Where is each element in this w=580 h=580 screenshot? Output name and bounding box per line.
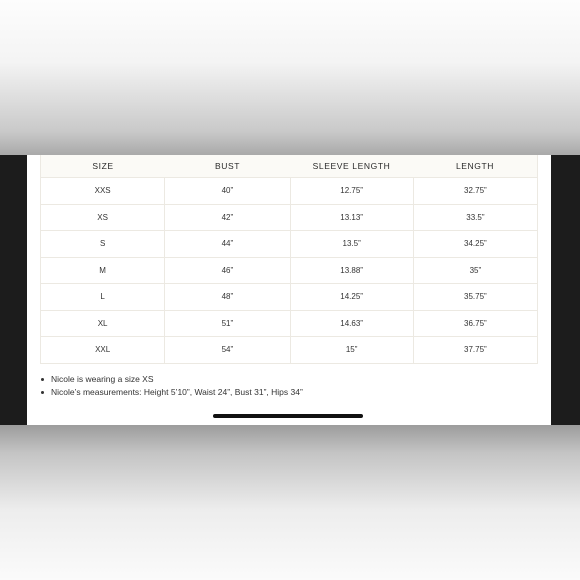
header-bust: BUST xyxy=(214,161,241,171)
cell-sleeve-length: 13.88” xyxy=(290,258,413,284)
cell-bust: 44” xyxy=(164,231,289,257)
cell-length: 35.75” xyxy=(413,284,537,310)
note-item-measurements: Nicole’s measurements: Height 5’10”, Waist 24”, Bust 31”, Hips 34” xyxy=(41,386,303,399)
background-top xyxy=(0,0,580,155)
table-row xyxy=(41,310,537,337)
home-indicator-bar[interactable] xyxy=(213,414,363,418)
cell-bust: 46” xyxy=(164,258,289,284)
header-sleeve-length: SLEEVE LENGTH xyxy=(312,161,391,171)
table-row xyxy=(41,257,537,284)
cell-sleeve-length: 12.75” xyxy=(290,178,413,204)
cell-sleeve-length: 14.25” xyxy=(290,284,413,310)
cell-size: M xyxy=(99,265,106,275)
cell-length: 35” xyxy=(413,258,537,284)
device-bezel-right xyxy=(551,155,580,425)
cell-size: XXL xyxy=(95,345,111,355)
cell-length: 37.75” xyxy=(413,337,537,363)
cell-sleeve-length: 14.63” xyxy=(290,311,413,337)
size-chart-table xyxy=(40,155,538,364)
cell-sleeve-length: 15” xyxy=(290,337,413,363)
note-item-size: Nicole is wearing a size XS xyxy=(41,373,303,386)
cell-size: S xyxy=(99,239,106,249)
table-header xyxy=(41,155,537,177)
cell-length: 36.75” xyxy=(413,311,537,337)
cell-length: 33.5” xyxy=(413,205,537,231)
table-row xyxy=(41,336,537,363)
phone-screen xyxy=(27,155,551,425)
cell-length: 32.75” xyxy=(413,178,537,204)
table-row xyxy=(41,230,537,257)
cell-bust: 54” xyxy=(164,337,289,363)
cell-bust: 51” xyxy=(164,311,289,337)
cell-bust: 48” xyxy=(164,284,289,310)
cell-length: 34.25” xyxy=(413,231,537,257)
cell-sleeve-length: 13.5” xyxy=(290,231,413,257)
background-bottom xyxy=(0,425,580,580)
table-row xyxy=(41,204,537,231)
model-notes-list xyxy=(41,373,303,399)
cell-size: XL xyxy=(97,318,108,328)
table-row xyxy=(41,283,537,310)
device-bezel-left xyxy=(0,155,27,425)
header-size: SIZE xyxy=(92,161,114,171)
cell-sleeve-length: 13.13” xyxy=(290,205,413,231)
cell-bust: 42” xyxy=(164,205,289,231)
cell-size: XS xyxy=(97,212,108,222)
table-row xyxy=(41,177,537,204)
cell-size: XXS xyxy=(94,186,111,196)
header-length: LENGTH xyxy=(455,161,495,171)
cell-bust: 40” xyxy=(164,178,289,204)
cell-size: L xyxy=(100,292,105,302)
